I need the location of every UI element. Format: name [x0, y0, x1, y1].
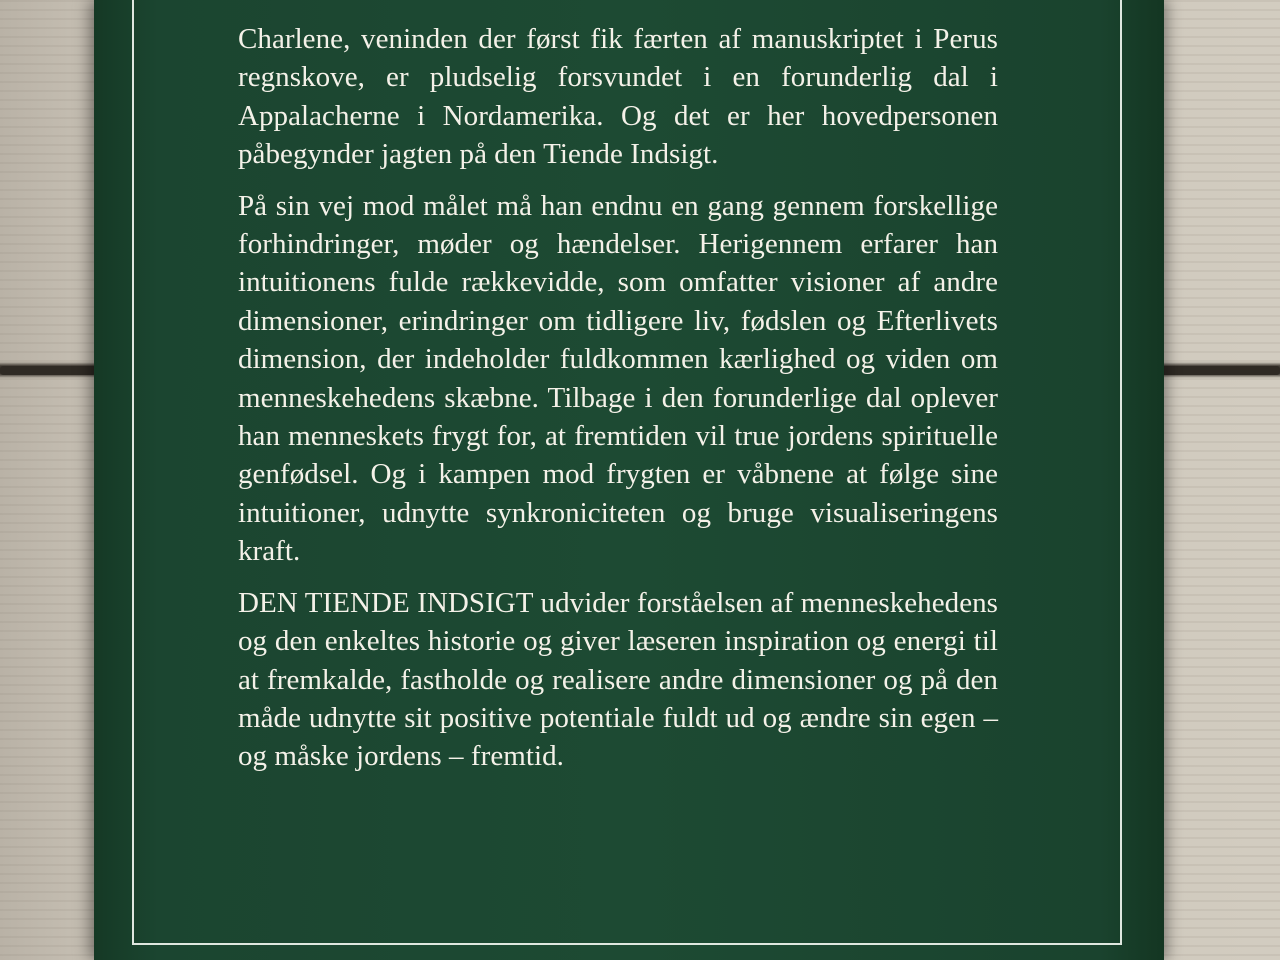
book-title-inline: DEN TIENDE INDSIGT — [238, 586, 534, 619]
blurb-paragraph-2: På sin vej mod målet må han endnu en gang gennem forskellige forhindringer, møder og hændelser. Herigennem erfarer han intuitionens fulde rækkevidde, som omfatter visioner af andre dimensioner, erindringer om tidligere liv, fødslen og Efterlivets dimension, der indeholder fuldkommen kærlighed og viden om menneskehedens skæbne. Tilbage i den forunderlige dal oplever han menneskets frygt for, at fremtiden vil true jordens spirituelle genfødsel. Og i kampen mod frygten er våbnene at følge sine intuitioner, udnytte synkroniciteten og bruge visualiseringens kraft. — [238, 189, 998, 568]
blurb-paragraph-3 — [238, 584, 998, 776]
wood-gap-right — [1160, 366, 1280, 375]
blurb-text — [238, 20, 998, 789]
blurb-paragraph-1: Charlene, veninden der først fik færten af manuskriptet i Perus regnskove, er pludselig forsvundet i en forunderlig dal i Appalacherne i Nordamerika. Og det er her hovedpersonen påbegynder jagten på den Tiende Indsigt. — [238, 23, 998, 171]
wood-gap-left — [0, 366, 96, 375]
blurb-paragraph-3-rest: udvider forståelsen af menneskehedens og den enkeltes historie og giver læseren inspiration og energi til at fremkalde, fastholde og realisere andre dimensioner og på den måde udnytte sit positive potentiale fuldt ud og ændre sin egen – og måske jordens – fremtid. — [238, 586, 998, 773]
